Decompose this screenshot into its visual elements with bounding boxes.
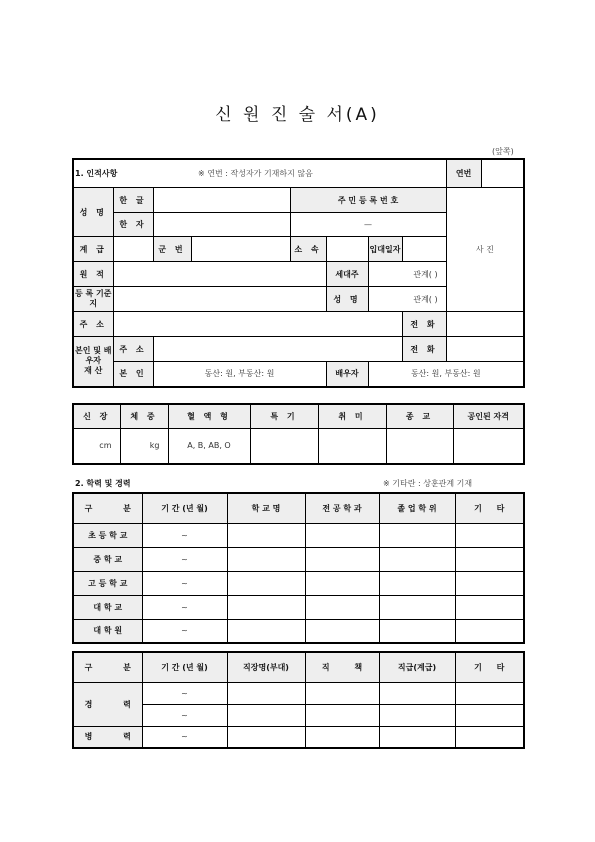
period-input[interactable]: ~ xyxy=(142,704,227,726)
weight-input[interactable]: kg xyxy=(120,428,168,464)
religion-header: 종 교 xyxy=(386,404,453,428)
document-title: 신 원 진 술 서(A) xyxy=(215,105,380,125)
cell-input[interactable] xyxy=(227,571,305,595)
cell-input[interactable] xyxy=(379,704,455,726)
skill-input[interactable] xyxy=(250,428,318,464)
cell-input[interactable] xyxy=(305,523,379,547)
cell-input[interactable] xyxy=(455,523,524,547)
origin-input[interactable] xyxy=(113,262,326,287)
section1-heading: 1. 인적사항 xyxy=(75,169,118,178)
table-row xyxy=(73,682,524,704)
cell-input[interactable] xyxy=(305,726,379,748)
cell-input[interactable] xyxy=(379,682,455,704)
edu-header-school: 학 교 명 xyxy=(227,493,305,523)
spouse-self-label: 배우자 xyxy=(326,362,368,387)
cell-input[interactable] xyxy=(455,595,524,619)
spouse-assets-label xyxy=(73,337,113,387)
weight-header: 체 중 xyxy=(120,404,168,428)
table-row xyxy=(73,571,524,595)
career-header-position: 직 책 xyxy=(305,652,379,682)
edu-header-degree: 졸 업 학 위 xyxy=(379,493,455,523)
table-row xyxy=(73,726,524,748)
spouse-label: 본인 및 배우자 xyxy=(75,346,112,366)
phone-label: 전 화 xyxy=(402,312,446,337)
address-input[interactable] xyxy=(113,312,402,337)
cell-input[interactable] xyxy=(455,726,524,748)
cell-input[interactable] xyxy=(379,547,455,571)
period-input[interactable]: ~ xyxy=(142,726,227,748)
cell-input[interactable] xyxy=(379,726,455,748)
enlist-date-label: 입대일자 xyxy=(368,237,402,262)
hanja-name-input[interactable] xyxy=(153,213,290,237)
cell-input[interactable] xyxy=(455,704,524,726)
skill-header: 특 기 xyxy=(250,404,318,428)
unit-input[interactable] xyxy=(326,237,368,262)
enlist-date-input[interactable] xyxy=(402,237,446,262)
householder-label: 세대주 xyxy=(326,262,368,287)
photo-box[interactable] xyxy=(446,188,524,312)
name-label: 성 명 xyxy=(73,188,113,237)
license-header: 공인된 자격 xyxy=(453,404,524,428)
cell-input[interactable] xyxy=(379,571,455,595)
edu-row-label: 고 등 학 교 xyxy=(73,571,142,595)
period-input[interactable]: ~ xyxy=(142,619,227,643)
spouse-assets-input[interactable]: 동산: 원, 부동산: 원 xyxy=(368,362,524,387)
hobby-input[interactable] xyxy=(318,428,386,464)
id-number-label: 주 민 등 록 번 호 xyxy=(290,188,446,213)
height-header: 신 장 xyxy=(73,404,120,428)
cell-input[interactable] xyxy=(305,619,379,643)
phone-input[interactable] xyxy=(446,312,524,337)
edu-row-label: 중 학 교 xyxy=(73,547,142,571)
cell-input[interactable] xyxy=(227,619,305,643)
physical-info-table xyxy=(72,403,525,465)
hanja-label: 한 자 xyxy=(113,213,153,237)
table-row xyxy=(73,523,524,547)
spouse-address-label: 주 소 xyxy=(113,337,153,362)
career-table xyxy=(72,651,525,749)
name2-relation[interactable]: 관계( ) xyxy=(368,287,446,312)
section1-note: ※ 연번 : 작성자가 기재하지 않음 xyxy=(198,169,313,178)
section2-note: ※ 기타란 : 상훈관계 기재 xyxy=(383,479,473,488)
career-label: 경 력 xyxy=(73,682,142,726)
serial-cell xyxy=(446,159,524,188)
id-number-input[interactable]: — xyxy=(290,213,446,237)
table-row xyxy=(73,595,524,619)
service-no-label: 군 번 xyxy=(153,237,191,262)
edu-row-label: 대 학 교 xyxy=(73,595,142,619)
registry-label: 등 록 기준지 xyxy=(73,287,113,312)
cell-input[interactable] xyxy=(227,547,305,571)
personal-info-table xyxy=(72,158,525,388)
spouse-address-input[interactable] xyxy=(153,337,402,362)
career-header-workplace: 직장명(부대) xyxy=(227,652,305,682)
phone-input2[interactable] xyxy=(446,337,524,362)
cell-input[interactable] xyxy=(227,523,305,547)
unit-label: 소 속 xyxy=(290,237,326,262)
edu-row-label: 초 등 학 교 xyxy=(73,523,142,547)
cell-input[interactable] xyxy=(305,547,379,571)
table-row xyxy=(73,619,524,643)
edu-header-major: 전 공 학 과 xyxy=(305,493,379,523)
hangul-label: 한 글 xyxy=(113,188,153,213)
period-input[interactable]: ~ xyxy=(142,595,227,619)
self-label: 본 인 xyxy=(113,362,153,387)
period-input[interactable]: ~ xyxy=(142,523,227,547)
hobby-header: 취 미 xyxy=(318,404,386,428)
career-header-type: 구 분 xyxy=(73,652,142,682)
blood-input[interactable]: A, B, AB, O xyxy=(168,428,250,464)
photo-label: 사 진 xyxy=(475,245,494,254)
cell-input[interactable] xyxy=(305,682,379,704)
hangul-name-input[interactable] xyxy=(153,188,290,213)
cell-input[interactable] xyxy=(227,595,305,619)
edu-row-label: 대 학 원 xyxy=(73,619,142,643)
cell-input[interactable] xyxy=(305,704,379,726)
education-table xyxy=(72,492,525,644)
career-header-grade: 직급(계급) xyxy=(379,652,455,682)
cell-input[interactable] xyxy=(305,571,379,595)
address-label: 주 소 xyxy=(73,312,113,337)
blood-header: 혈 액 형 xyxy=(168,404,250,428)
cell-input[interactable] xyxy=(455,682,524,704)
cell-input[interactable] xyxy=(227,726,305,748)
householder-relation[interactable]: 관계( ) xyxy=(368,262,446,287)
assets-label: 재 산 xyxy=(84,366,103,376)
religion-input[interactable] xyxy=(386,428,453,464)
cell-input[interactable] xyxy=(305,595,379,619)
edu-header-etc: 기 타 xyxy=(455,493,524,523)
edu-header-type: 구 분 xyxy=(73,493,142,523)
page-side-label: (앞쪽) xyxy=(492,147,514,156)
career-header-period: 기 간 (년 월) xyxy=(142,652,227,682)
cell-input[interactable] xyxy=(455,547,524,571)
license-input[interactable] xyxy=(453,428,524,464)
edu-header-period: 기 간 (년 월) xyxy=(142,493,227,523)
registry-input[interactable] xyxy=(113,287,326,312)
cell-input[interactable] xyxy=(227,704,305,726)
period-input[interactable]: ~ xyxy=(142,571,227,595)
section2-heading: 2. 학력 및 경력 xyxy=(75,479,131,488)
service-no-input[interactable] xyxy=(191,237,290,262)
cell-input[interactable] xyxy=(455,619,524,643)
cell-input[interactable] xyxy=(379,595,455,619)
period-input[interactable]: ~ xyxy=(142,547,227,571)
origin-label: 원 적 xyxy=(73,262,113,287)
cell-input[interactable] xyxy=(379,523,455,547)
name2-label: 성 명 xyxy=(326,287,368,312)
cell-input[interactable] xyxy=(455,571,524,595)
rank-input[interactable] xyxy=(113,237,153,262)
period-input[interactable]: ~ xyxy=(142,682,227,704)
military-label: 병 력 xyxy=(73,726,142,748)
self-assets-input[interactable]: 동산: 원, 부동산: 원 xyxy=(153,362,326,387)
cell-input[interactable] xyxy=(379,619,455,643)
career-header-etc: 기 타 xyxy=(455,652,524,682)
serial-label: 연번 xyxy=(447,160,482,187)
height-input[interactable]: cm xyxy=(73,428,120,464)
phone-label2: 전 화 xyxy=(402,337,446,362)
table-row xyxy=(73,547,524,571)
cell-input[interactable] xyxy=(227,682,305,704)
rank-label: 계 급 xyxy=(73,237,113,262)
serial-input[interactable] xyxy=(482,160,524,187)
